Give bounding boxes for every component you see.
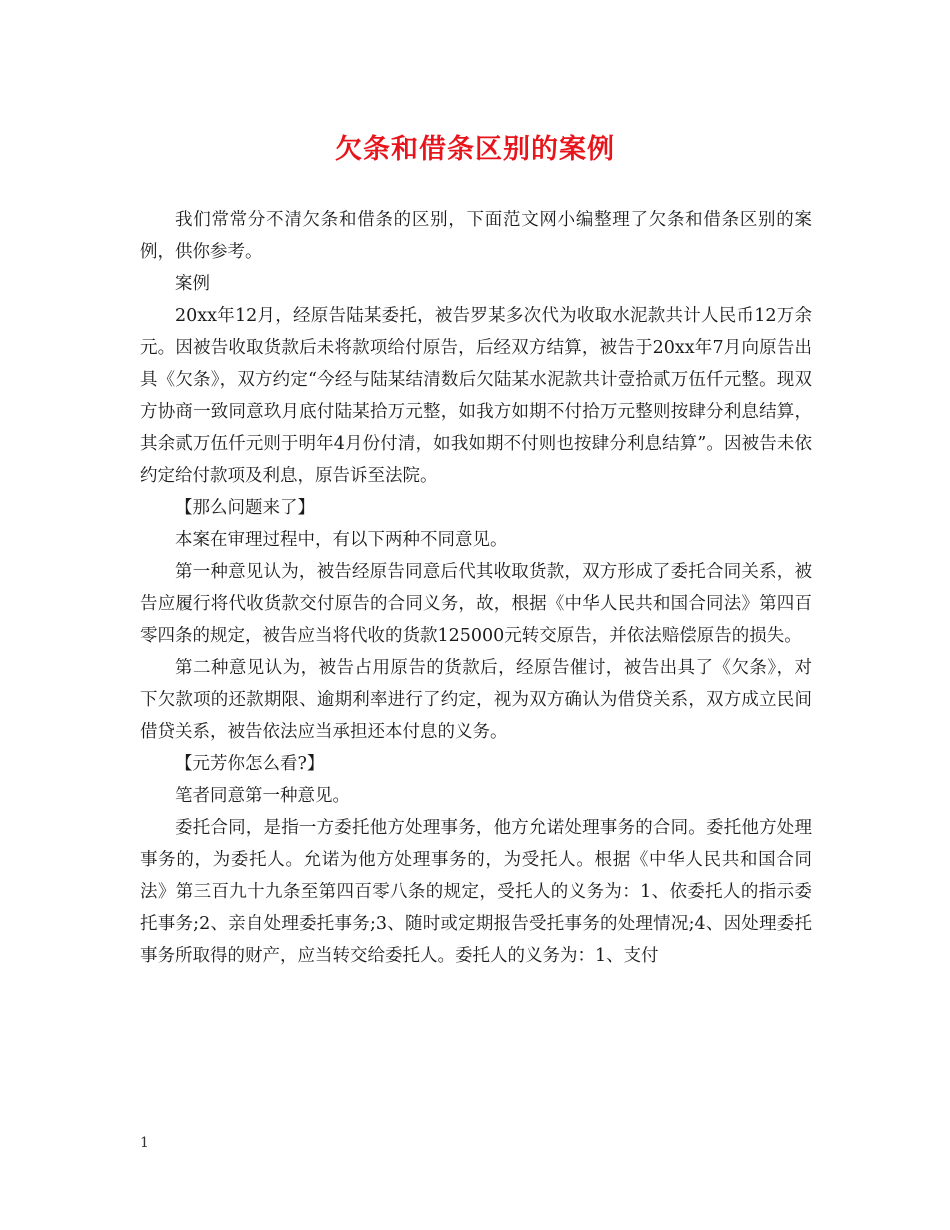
paragraph-two-opinions: 本案在审理过程中，有以下两种不同意见。 <box>175 530 508 550</box>
paragraph-second-opinion: 第二种意见认为，被告占用原告的货款后，经原告催讨，被告出具了《欠条》，对下欠款项的还款期限、逾期利率进行了约定，视为双方确认为借贷关系，双方成立民间借贷关系，被告依法应当承担还本付息的义务。 <box>140 658 812 742</box>
paragraph-intro: 我们常常分不清欠条和借条的区别，下面范文网小编整理了欠条和借条区别的案例，供你参考。 <box>140 210 812 262</box>
paragraph-case-facts: 20xx年12月，经原告陆某委托，被告罗某多次代为收取水泥款共计人民币12万余元。因被告收取货款后未将款项给付原告，后经双方结算，被告于20xx年7月向原告出具《欠条》，双方约定“今经与陆某结清数后欠陆某水泥款共计壹拾贰万伍仟元整。现双方协商一致同意玖月底付陆某拾万元整，如我方如期不付拾万元整则按肆分利息结算，其余贰万伍仟元则于明年4月份付清，如我如期不付则也按肆分利息结算”。因被告未依约定给付款项及利息，原告诉至法院。 <box>140 306 812 486</box>
page-number: 1 <box>140 1135 149 1151</box>
paragraph-analysis-heading: 【元芳你怎么看?】 <box>175 754 325 774</box>
document-title: 欠条和借条区别的案例 <box>335 134 615 165</box>
paragraph-author-view: 笔者同意第一种意见。 <box>175 786 350 806</box>
paragraph-case-heading: 案例 <box>175 274 210 294</box>
paragraph-question-heading: 【那么问题来了】 <box>175 498 315 518</box>
paragraph-first-opinion: 第一种意见认为，被告经原告同意后代其收取货款，双方形成了委托合同关系，被告应履行将代收货款交付原告的合同义务，故，根据《中华人民共和国合同法》第四百零四条的规定，被告应当将代收的货款125000元转交原告，并依法赔偿原告的损失。 <box>140 562 812 646</box>
paragraph-entrustment-contract: 委托合同，是指一方委托他方处理事务，他方允诺处理事务的合同。委托他方处理事务的，为委托人。允诺为他方处理事务的，为受托人。根据《中华人民共和国合同法》第三百九十九条至第四百零八条的规定，受托人的义务为：1、依委托人的指示委托事务;2、亲自处理委托事务;3、随时或定期报告受托事务的处理情况;4、因处理委托事务所取得的财产，应当转交给委托人。委托人的义务为：1、支付 <box>140 818 812 966</box>
document-body <box>140 204 812 972</box>
